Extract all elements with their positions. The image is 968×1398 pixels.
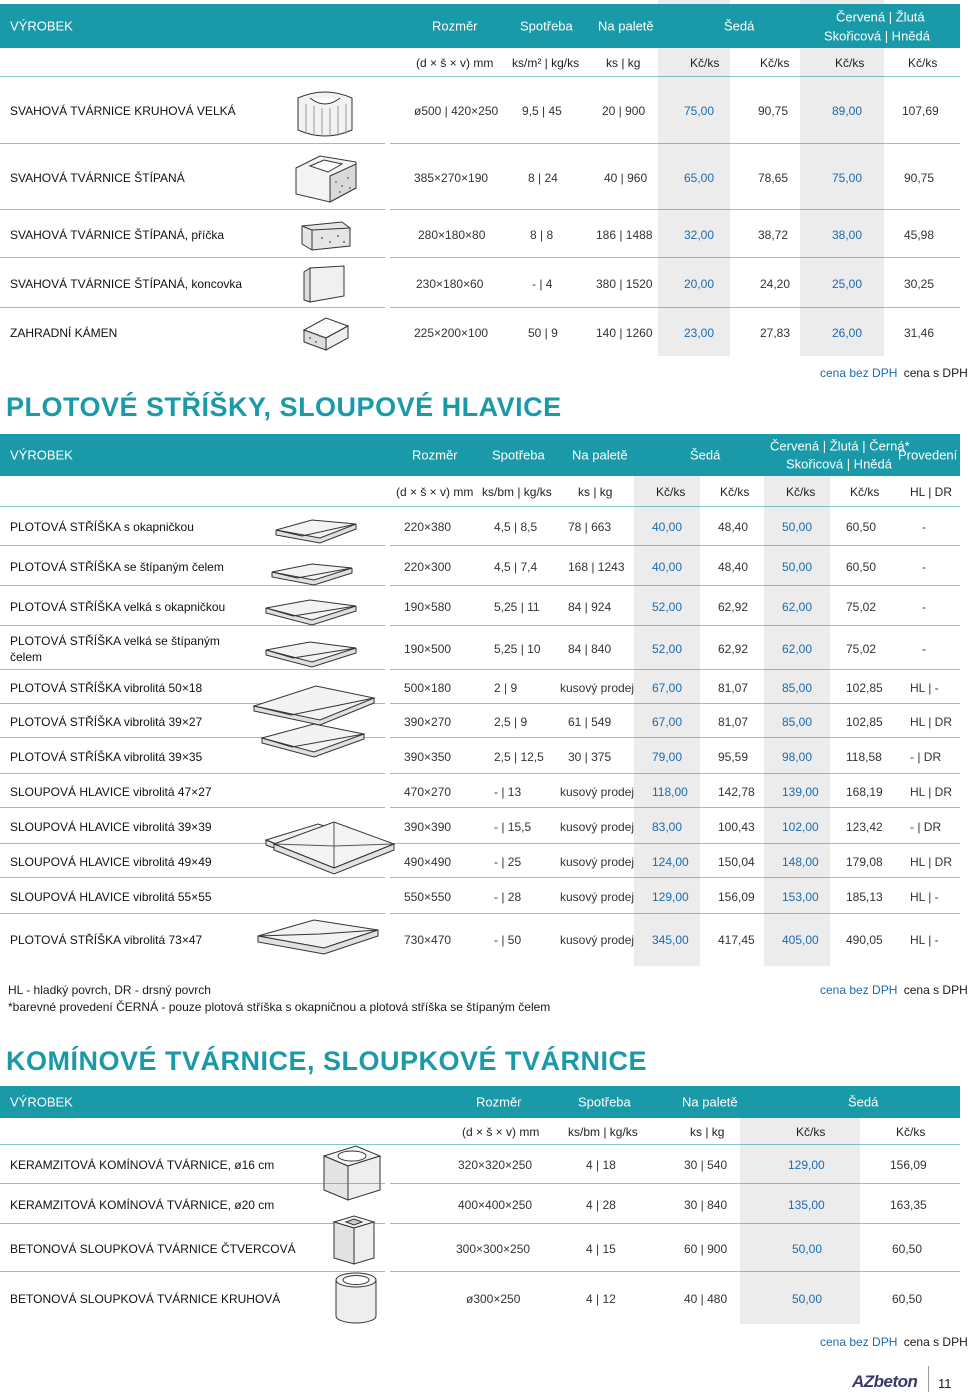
cell-pallet: kusový prodej (560, 820, 635, 834)
product-name: SVAHOVÁ TVÁRNICE ŠTÍPANÁ, příčka (10, 228, 225, 242)
cell-usage: 8 | 8 (530, 228, 554, 242)
cell-finish: HL | - (910, 890, 939, 904)
row-line (390, 307, 960, 308)
t2-price-note (820, 983, 968, 997)
product-name: PLOTOVÁ STŘÍŠKA velká s okapničkou (10, 600, 226, 614)
table-row (0, 508, 960, 546)
cell-price-color-net: 38,00 (832, 228, 863, 242)
product-name: SVAHOVÁ TVÁRNICE ŠTÍPANÁ (10, 171, 185, 185)
cell-pallet: kusový prodej (560, 855, 635, 869)
cell-p1: 67,00 (652, 715, 683, 729)
cell-price-color-gross: 45,98 (904, 228, 935, 242)
cell-p3: 50,00 (782, 560, 813, 574)
t3-units (0, 1120, 960, 1144)
cell-price-gross: 60,50 (892, 1242, 923, 1256)
price-note-net: cena bez DPH (820, 983, 898, 997)
cell-usage: - | 13 (494, 785, 522, 799)
row-line (390, 913, 960, 914)
table-row (0, 212, 960, 258)
row-line (390, 669, 960, 670)
cell-p2: 417,45 (718, 933, 755, 947)
t2-notes (8, 982, 550, 1016)
t2-u-usage: ks/bm | kg/ks (482, 485, 552, 499)
cell-price-color-net: 25,00 (832, 277, 863, 291)
split-partition-icon (298, 216, 354, 254)
t1-h-usage: Spotřeba (520, 18, 573, 34)
cell-p3: 85,00 (782, 715, 813, 729)
cell-finish: HL | - (910, 933, 939, 947)
cell-usage: 5,25 | 10 (494, 642, 541, 656)
t3-h-usage: Spotřeba (578, 1094, 631, 1110)
product-name: SVAHOVÁ TVÁRNICE ŠTÍPANÁ, koncovka (10, 277, 243, 291)
cell-finish: - (922, 600, 926, 614)
cell-usage: - | 28 (494, 890, 522, 904)
cell-pallet: 78 | 663 (568, 520, 612, 534)
product-name: SLOUPOVÁ HLAVICE vibrolitá 47×27 (10, 785, 212, 799)
t1-u-p4: Kč/ks (908, 56, 938, 70)
square-post-block-icon (330, 1212, 378, 1270)
cell-pallet: 61 | 549 (568, 715, 612, 729)
row-line (0, 143, 385, 144)
cell-pallet: kusový prodej (560, 933, 635, 947)
cell-price-color-net: 89,00 (832, 104, 863, 118)
t3-h-pallet: Na paletě (682, 1094, 738, 1110)
cell-p1: 124,00 (652, 855, 689, 869)
product-name: SLOUPOVÁ HLAVICE vibrolitá 49×49 (10, 855, 212, 869)
row-line (0, 209, 385, 210)
t3-u-pallet: ks | kg (690, 1125, 725, 1139)
cell-price-gray-gross: 24,20 (760, 277, 791, 291)
t1-h-pallet: Na paletě (598, 18, 654, 34)
table-row (0, 146, 960, 210)
page-number: 11 (938, 1376, 952, 1391)
cell-pallet: 30 | 840 (684, 1198, 728, 1212)
table-row (0, 260, 960, 308)
row-line (390, 257, 960, 258)
cell-p4: 75,02 (846, 600, 877, 614)
cell-size: ø300×250 (466, 1292, 521, 1306)
t1-u-pallet: ks | kg (606, 56, 641, 70)
cell-usage: 4 | 28 (586, 1198, 616, 1212)
cell-usage: 4 | 12 (586, 1292, 616, 1306)
t1-u-p1: Kč/ks (690, 56, 720, 70)
cell-p3: 62,00 (782, 600, 813, 614)
t3-u-usage: ks/bm | kg/ks (568, 1125, 638, 1139)
t3-h-gray: Šedá (848, 1094, 879, 1110)
cell-price-gray-gross: 78,65 (758, 171, 789, 185)
t2-u-finish: HL | DR (910, 485, 953, 499)
t2-h-colors1: Červená | Žlutá | Černá* (770, 438, 910, 454)
post-head-pyramid-icon (270, 808, 400, 898)
product-name: PLOTOVÁ STŘÍŠKA vibrolitá 73×47 (10, 933, 203, 947)
cell-p4: 168,19 (846, 785, 883, 799)
cell-usage: - | 15,5 (494, 820, 532, 834)
row-line (390, 1183, 960, 1184)
cell-pallet: 186 | 1488 (596, 228, 653, 242)
split-slope-block-icon (290, 150, 362, 206)
t3-h-size: Rozměr (476, 1094, 522, 1110)
row-line (390, 209, 960, 210)
cell-size: 220×300 (404, 560, 452, 574)
cell-p4: 118,58 (846, 750, 882, 764)
table-row (0, 810, 960, 844)
product-name: SLOUPOVÁ HLAVICE vibrolitá 39×39 (10, 820, 212, 834)
t1-u-p3: Kč/ks (835, 56, 865, 70)
table-row (0, 628, 960, 670)
cell-price-gray-net: 23,00 (684, 326, 715, 340)
cell-size: 500×180 (404, 681, 452, 695)
table-row (0, 548, 960, 586)
cell-finish: HL | DR (910, 855, 953, 869)
row-line (390, 877, 960, 878)
t2-units-line (0, 506, 960, 507)
cell-p3: 148,00 (782, 855, 819, 869)
cell-usage: 2,5 | 9 (494, 715, 528, 729)
cell-finish: - (922, 642, 926, 656)
t2-h-usage: Spotřeba (492, 447, 545, 463)
t1-h-colors2: Skořicová | Hnědá (824, 28, 930, 44)
t1-header (0, 4, 960, 48)
cell-price-gross: 60,50 (892, 1292, 923, 1306)
cell-price-color-gross: 90,75 (904, 171, 935, 185)
cell-usage: - | 50 (494, 933, 522, 947)
garden-stone-icon (298, 312, 354, 354)
cell-size: 220×380 (404, 520, 452, 534)
cell-p1: 118,00 (652, 785, 688, 799)
cell-p3: 50,00 (782, 520, 813, 534)
row-line (390, 843, 960, 844)
azbeton-logo: AZbeton (852, 1372, 918, 1391)
table-row (0, 706, 960, 738)
table-row (0, 1274, 960, 1324)
cell-pallet: kusový prodej (560, 681, 635, 695)
price-note-gross: cena s DPH (903, 366, 968, 380)
t3-h-product: VÝROBEK (10, 1094, 73, 1110)
cell-size: 390×270 (404, 715, 452, 729)
cell-pallet: kusový prodej (560, 890, 635, 904)
cell-p3: 405,00 (782, 933, 819, 947)
cell-price-gross: 156,09 (890, 1158, 927, 1172)
table-row (0, 740, 960, 774)
section-title-chimney-blocks: KOMÍNOVÉ TVÁRNICE, SLOUPKOVÉ TVÁRNICE (6, 1046, 648, 1076)
table-row (0, 916, 960, 964)
row-line (390, 545, 960, 546)
cell-usage: 4,5 | 7,4 (494, 560, 538, 574)
t1-h-gray: Šedá (724, 18, 755, 34)
t2-u-p3: Kč/ks (786, 485, 816, 499)
product-name: ZAHRADNÍ KÁMEN (10, 326, 118, 340)
cell-usage: 4 | 15 (586, 1242, 616, 1256)
product-name: SVAHOVÁ TVÁRNICE KRUHOVÁ VELKÁ (10, 104, 236, 118)
product-name: PLOTOVÁ STŘÍŠKA velká se štípaným čelem (10, 634, 220, 664)
row-line (0, 307, 385, 308)
row-line (390, 807, 960, 808)
cell-usage: 8 | 24 (528, 171, 558, 185)
cell-p2: 48,40 (718, 560, 749, 574)
cell-finish: - | DR (910, 820, 942, 834)
cell-pallet: kusový prodej (560, 785, 635, 799)
footer-divider (928, 1366, 929, 1392)
round-post-block-icon (332, 1270, 380, 1326)
cell-price-color-gross: 31,46 (904, 326, 935, 340)
cell-usage: 2,5 | 12,5 (494, 750, 544, 764)
cell-p2: 81,07 (718, 715, 749, 729)
cell-price-net: 129,00 (788, 1158, 825, 1172)
cell-p4: 102,85 (846, 681, 883, 695)
cell-p2: 62,92 (718, 600, 749, 614)
cell-usage: 9,5 | 45 (522, 104, 562, 118)
t1-u-p2: Kč/ks (760, 56, 790, 70)
cell-p1: 345,00 (652, 933, 689, 947)
cell-p4: 102,85 (846, 715, 883, 729)
t2-u-p4: Kč/ks (850, 485, 880, 499)
cell-price-color-net: 75,00 (832, 171, 863, 185)
cell-p4: 60,50 (846, 560, 877, 574)
t2-h-product: VÝROBEK (10, 447, 73, 463)
product-name: PLOTOVÁ STŘÍŠKA se štípaným čelem (10, 560, 224, 574)
cell-p1: 52,00 (652, 600, 683, 614)
t3-units-line (0, 1144, 960, 1145)
t3-u-p1: Kč/ks (796, 1125, 826, 1139)
cell-price-net: 135,00 (788, 1198, 825, 1212)
cell-p3: 98,00 (782, 750, 813, 764)
cell-usage: - | 25 (494, 855, 522, 869)
cell-p2: 156,09 (718, 890, 755, 904)
cell-p4: 123,42 (846, 820, 883, 834)
cell-p3: 102,00 (782, 820, 819, 834)
price-note-gross: cena s DPH (903, 1335, 968, 1349)
t1-h-product: VÝROBEK (10, 18, 73, 34)
cell-p3: 139,00 (782, 785, 819, 799)
cell-size: 190×500 (404, 642, 452, 656)
t2-u-pallet: ks | kg (578, 485, 613, 499)
t1-u-usage: ks/m² | kg/ks (512, 56, 580, 70)
cell-p4: 185,13 (846, 890, 883, 904)
cell-size: 320×320×250 (458, 1158, 533, 1172)
t2-h-size: Rozměr (412, 447, 458, 463)
cell-pallet: 168 | 1243 (568, 560, 625, 574)
cell-usage: 5,25 | 11 (494, 600, 540, 614)
product-name: KERAMZITOVÁ KOMÍNOVÁ TVÁRNICE, ø16 cm (10, 1158, 275, 1172)
cell-size: 230×180×60 (416, 277, 484, 291)
cell-size: 300×300×250 (456, 1242, 531, 1256)
cell-p3: 62,00 (782, 642, 813, 656)
cell-price-gray-gross: 27,83 (760, 326, 791, 340)
note-line: HL - hladký povrch, DR - drsný povrch (8, 983, 211, 997)
product-name: BETONOVÁ SLOUPKOVÁ TVÁRNICE ČTVERCOVÁ (10, 1242, 296, 1256)
cell-p2: 48,40 (718, 520, 749, 534)
cell-price-color-net: 26,00 (832, 326, 863, 340)
cell-p2: 150,04 (718, 855, 755, 869)
row-line (0, 257, 385, 258)
cell-p1: 40,00 (652, 520, 683, 534)
cell-p2: 62,92 (718, 642, 749, 656)
cell-p2: 142,78 (718, 785, 755, 799)
section-title-fence-caps: PLOTOVÉ STŘÍŠKY, SLOUPOVÉ HLAVICE (6, 392, 562, 422)
fence-cap-vibro-73-icon (254, 914, 384, 962)
cell-finish: - (922, 520, 926, 534)
table-row (0, 776, 960, 808)
row-line (390, 625, 960, 626)
cell-size: 390×350 (404, 750, 452, 764)
cell-pallet: 20 | 900 (602, 104, 646, 118)
row-line (0, 1271, 385, 1272)
t2-u-p1: Kč/ks (656, 485, 686, 499)
row-line (390, 1271, 960, 1272)
cell-size: 730×470 (404, 933, 452, 947)
t2-h-pallet: Na paletě (572, 447, 628, 463)
product-name: PLOTOVÁ STŘÍŠKA s okapničkou (10, 520, 194, 534)
cell-usage: 50 | 9 (528, 326, 558, 340)
row-line (0, 1223, 385, 1224)
cell-pallet: 40 | 960 (604, 171, 648, 185)
t1-price-note (820, 366, 968, 380)
cell-price-gray-gross: 90,75 (758, 104, 789, 118)
t2-h-colors2: Skořicová | Hnědá (786, 456, 892, 472)
cell-price-net: 50,00 (792, 1292, 823, 1306)
table-row (0, 78, 960, 144)
cell-price-gray-net: 20,00 (684, 277, 715, 291)
cell-p2: 95,59 (718, 750, 749, 764)
price-note-gross: cena s DPH (903, 983, 968, 997)
table-row (0, 588, 960, 626)
cell-usage: 4,5 | 8,5 (494, 520, 538, 534)
cell-usage: - | 4 (532, 277, 553, 291)
t1-h-size: Rozměr (432, 18, 478, 34)
product-name: KERAMZITOVÁ KOMÍNOVÁ TVÁRNICE, ø20 cm (10, 1198, 275, 1212)
cell-p1: 40,00 (652, 560, 683, 574)
product-name: SLOUPOVÁ HLAVICE vibrolitá 55×55 (10, 890, 212, 904)
cell-size: ø500 | 420×250 (414, 104, 499, 118)
cell-finish: HL | DR (910, 715, 953, 729)
end-piece-icon (300, 262, 350, 306)
cell-size: 390×390 (404, 820, 452, 834)
cell-p4: 60,50 (846, 520, 877, 534)
cell-size: 225×200×100 (414, 326, 489, 340)
t2-units (0, 478, 960, 506)
cell-price-gray-net: 75,00 (684, 104, 715, 118)
cell-size: 400×400×250 (458, 1198, 533, 1212)
cell-pallet: 84 | 840 (568, 642, 612, 656)
cell-price-gray-gross: 38,72 (758, 228, 789, 242)
t1-h-colors1: Červená | Žlutá (836, 9, 925, 25)
t3-u-p2: Kč/ks (896, 1125, 926, 1139)
price-note-net: cena bez DPH (820, 366, 898, 380)
cell-pallet: 60 | 900 (684, 1242, 728, 1256)
fence-cap-vibro-39-icon (258, 718, 388, 774)
cell-price-net: 50,00 (792, 1242, 823, 1256)
cell-pallet: 40 | 480 (684, 1292, 728, 1306)
table-row (0, 310, 960, 356)
cell-p1: 83,00 (652, 820, 683, 834)
cell-pallet: 30 | 375 (568, 750, 612, 764)
product-name: PLOTOVÁ STŘÍŠKA vibrolitá 50×18 (10, 681, 203, 695)
cell-p2: 100,43 (718, 820, 755, 834)
row-line (390, 143, 960, 144)
cell-size: 190×580 (404, 600, 452, 614)
cell-size: 470×270 (404, 785, 452, 799)
cell-pallet: 380 | 1520 (596, 277, 653, 291)
row-line (390, 585, 960, 586)
cell-finish: - (922, 560, 926, 574)
price-note-net: cena bez DPH (820, 1335, 898, 1349)
cell-size: 280×180×80 (418, 228, 486, 242)
cell-pallet: 30 | 540 (684, 1158, 728, 1172)
cell-price-color-gross: 30,25 (904, 277, 935, 291)
row-line (390, 703, 960, 704)
cell-p4: 75,02 (846, 642, 877, 656)
cell-price-color-gross: 107,69 (902, 104, 939, 118)
cell-usage: 4 | 18 (586, 1158, 616, 1172)
t1-u-size: (d × š × v) mm (416, 56, 494, 70)
t3-header (0, 1086, 960, 1118)
t2-h-gray: Šedá (690, 447, 721, 463)
cell-p1: 52,00 (652, 642, 683, 656)
t3-price-note (820, 1335, 968, 1349)
table-row (0, 672, 960, 704)
cell-size: 550×550 (404, 890, 452, 904)
t2-header (0, 434, 960, 476)
t2-u-p2: Kč/ks (720, 485, 750, 499)
table-row (0, 1146, 960, 1184)
cell-price-gray-net: 32,00 (684, 228, 715, 242)
cell-p1: 129,00 (652, 890, 689, 904)
cell-p3: 153,00 (782, 890, 819, 904)
cell-p2: 81,07 (718, 681, 749, 695)
row-line (390, 773, 960, 774)
note-line: *barevné provedení ČERNÁ - pouze plotová stříška s okapničnou a plotová stříška se štípaným čelem (8, 1000, 551, 1014)
row-line (0, 1183, 385, 1184)
t1-units-line (0, 76, 960, 77)
product-name: PLOTOVÁ STŘÍŠKA vibrolitá 39×35 (10, 750, 203, 764)
cell-p4: 490,05 (846, 933, 883, 947)
product-name: BETONOVÁ SLOUPKOVÁ TVÁRNICE KRUHOVÁ (10, 1292, 281, 1306)
cell-p1: 67,00 (652, 681, 683, 695)
cell-p1: 79,00 (652, 750, 683, 764)
cell-usage: 2 | 9 (494, 681, 518, 695)
table-row (0, 880, 960, 914)
table-row (0, 1226, 960, 1272)
cell-price-gray-net: 65,00 (684, 171, 715, 185)
cell-price-gross: 163,35 (890, 1198, 927, 1212)
t1-units (0, 50, 960, 76)
cell-size: 490×490 (404, 855, 452, 869)
cell-pallet: 84 | 924 (568, 600, 612, 614)
cell-finish: - | DR (910, 750, 942, 764)
cell-size: 385×270×190 (414, 171, 489, 185)
t2-u-size: (d × š × v) mm (396, 485, 474, 499)
product-name: PLOTOVÁ STŘÍŠKA vibrolitá 39×27 (10, 715, 203, 729)
cell-pallet: 140 | 1260 (596, 326, 653, 340)
table-row (0, 1186, 960, 1224)
cell-p3: 85,00 (782, 681, 813, 695)
cell-p4: 179,08 (846, 855, 883, 869)
row-line (390, 1223, 960, 1224)
table-row (0, 846, 960, 878)
row-line (390, 737, 960, 738)
t3-u-size: (d × š × v) mm (462, 1125, 540, 1139)
cell-finish: HL | DR (910, 785, 953, 799)
cell-finish: HL | - (910, 681, 939, 695)
t2-h-finish: Provedení (898, 447, 958, 463)
round-slope-block-icon (290, 84, 360, 140)
